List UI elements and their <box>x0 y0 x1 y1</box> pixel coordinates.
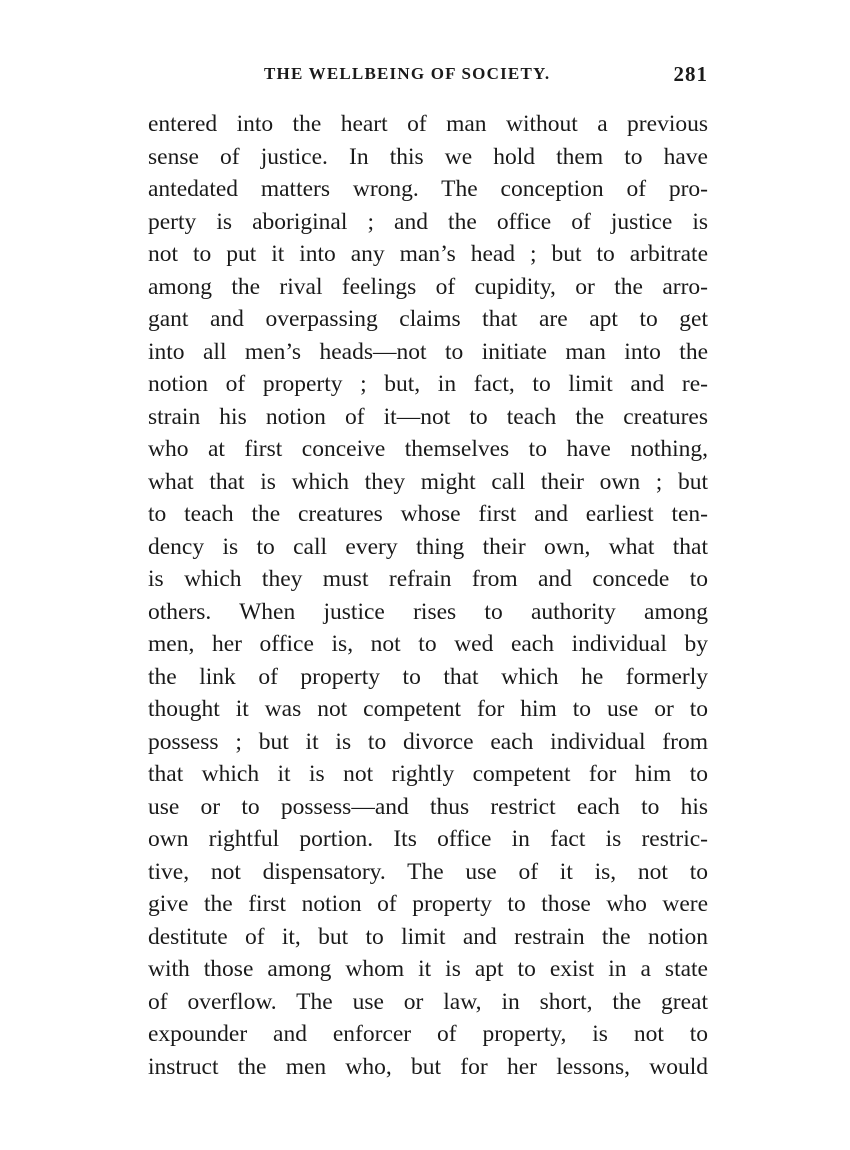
text-line: give the first notion of property to those who were <box>148 891 708 917</box>
running-head <box>148 60 708 90</box>
running-title: THE WELLBEING OF SOCIETY. <box>264 64 551 83</box>
text-line: of overflow. The use or law, in short, the great <box>148 988 708 1015</box>
text-line: sense of justice. In this we hold them to have <box>148 143 708 170</box>
text-line: possess ; but it is to divorce each individual from <box>148 728 708 755</box>
text-line: use or to possess—and thus restrict each to his <box>148 793 708 820</box>
text-line: tive, not dispensatory. The use of it is, not to <box>148 858 708 885</box>
text-line: men, her office is, not to wed each individual by <box>148 631 708 657</box>
text-line: entered into the heart of man without a previous <box>148 111 708 137</box>
text-line: perty is aboriginal ; and the office of justice is <box>148 208 708 235</box>
text-line: what that is which they might call their own ; but <box>148 468 708 495</box>
text-line: notion of property ; but, in fact, to limit and re- <box>148 371 708 397</box>
text-line: own rightful portion. Its office in fact is restric- <box>148 826 708 852</box>
text-line: strain his notion of it—not to teach the creatures <box>148 403 708 430</box>
text-line: that which it is not rightly competent for him to <box>148 761 708 787</box>
text-line: gant and overpassing claims that are apt to get <box>148 306 708 332</box>
text-line: expounder and enforcer of property, is not to <box>148 1021 708 1047</box>
text-line: dency is to call every thing their own, what that <box>148 533 708 560</box>
page-number: 281 <box>673 62 708 86</box>
text-line: who at first conceive themselves to have nothing, <box>148 436 708 462</box>
text-line: is which they must refrain from and concede to <box>148 566 708 592</box>
text-line: thought it was not competent for him to use or to <box>148 696 708 722</box>
text-line: not to put it into any man’s head ; but to arbitrate <box>148 241 708 267</box>
text-line: among the rival feelings of cupidity, or the arro- <box>148 273 708 300</box>
text-line: with those among whom it is apt to exist in a state <box>148 956 708 982</box>
text-line: others. When justice rises to authority among <box>148 598 708 625</box>
text-line: the link of property to that which he formerly <box>148 663 708 690</box>
text-line: antedated matters wrong. The conception of pro- <box>148 176 708 202</box>
text-line: instruct the men who, but for her lessons, would <box>148 1053 708 1080</box>
body-text <box>148 108 708 1083</box>
text-line: into all men’s heads—not to initiate man into the <box>148 338 708 365</box>
text-line: to teach the creatures whose first and earliest ten- <box>148 501 708 527</box>
text-line: destitute of it, but to limit and restrain the notion <box>148 923 708 950</box>
